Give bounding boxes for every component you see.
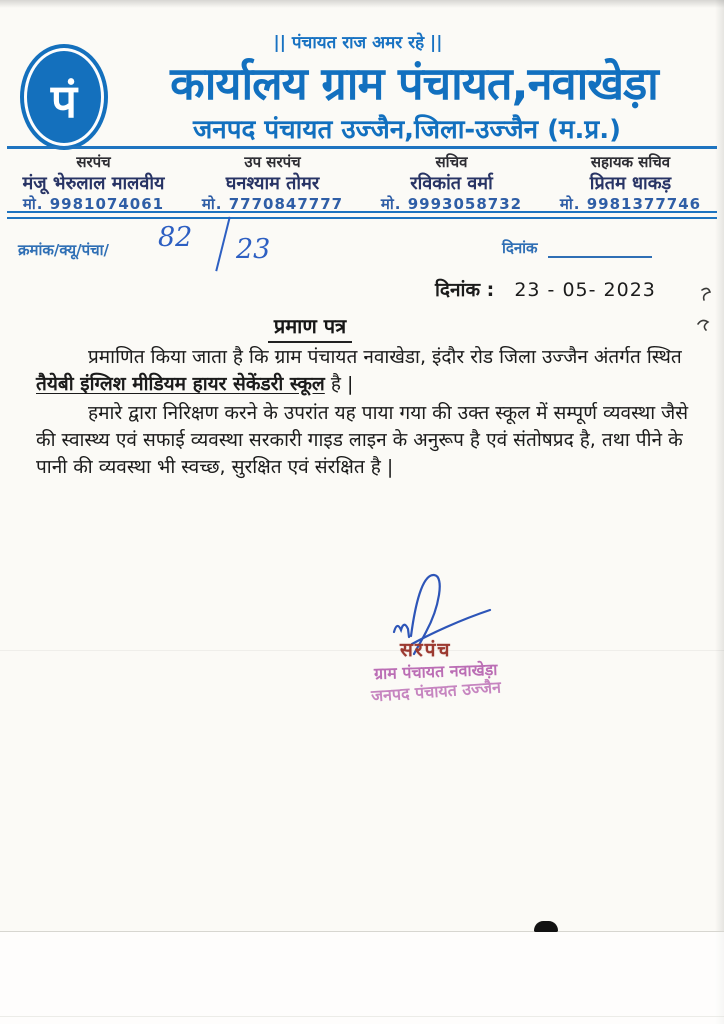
official-role: उप सरपंच [244, 153, 301, 171]
paper-crease [0, 650, 724, 651]
serial-slash-stroke [215, 217, 230, 272]
typed-date [435, 276, 656, 302]
para1-post: है | [324, 373, 354, 395]
para1-pre: प्रमाणित किया जाता है कि ग्राम पंचायत नवाखेडा, इंदौर रोड जिला उज्जैन अंतर्गत स्थित [88, 346, 682, 368]
date-blank-line [548, 256, 652, 258]
stamp-line1: ग्राम पंचायत नवाखेड़ा [373, 659, 498, 684]
official-name: मंजू भेरुलाल मालवीय [22, 173, 165, 194]
ink-blot [534, 921, 558, 932]
scan-line-bottom [0, 931, 724, 932]
official-name: प्रितम धाकड़ [589, 173, 672, 194]
officials-strip [4, 152, 720, 215]
serial-label: क्रमांक/क्यू/पंचा/ [18, 241, 109, 259]
heading-wrap [0, 312, 620, 343]
official-role: सरपंच [76, 153, 111, 171]
typed-date-label: दिनांक : [435, 279, 495, 301]
scan-bottom-strip [0, 932, 724, 1024]
logo-glyph: पं [50, 74, 78, 128]
panchayat-logo-icon [20, 44, 108, 150]
typed-date-value: 23 - 05- 2023 [514, 279, 656, 301]
scan-top-edge [0, 0, 724, 8]
office-subtitle: जनपद पंचायत उज्जैन,जिला-उज्जैन (म.प्र.) [193, 115, 621, 145]
official-sahayak-sachiv [541, 152, 720, 215]
stamp-line2: जनपद पंचायत उज्जैन [370, 677, 502, 706]
serial-number-handwritten: 82 [158, 222, 193, 253]
officials-rule [7, 211, 717, 219]
school-name: तैयेबी इंग्लिश मीडियम हायर सेकेंडरी स्कूल [36, 373, 325, 395]
official-up-sarpanch [183, 152, 362, 215]
official-phone: मो. 9993058732 [380, 195, 523, 213]
serial-year-handwritten: 23 [236, 234, 271, 265]
date-blank-label: दिनांक [502, 239, 538, 257]
official-role: सहायक सचिव [590, 153, 671, 171]
official-sarpanch [4, 152, 183, 215]
stray-pen-marks [692, 284, 716, 344]
header-rule [7, 146, 717, 149]
official-role: सचिव [435, 153, 468, 171]
official-phone: मो. 9981377746 [559, 195, 702, 213]
certificate-heading: प्रमाण पत्र [268, 312, 352, 343]
official-phone: मो. 9981074061 [22, 195, 165, 213]
office-title: कार्यालय ग्राम पंचायत,नवाखेड़ा [170, 57, 658, 110]
header-slogan: || पंचायत राज अमर रहे || [273, 33, 443, 53]
official-sachiv [362, 152, 541, 215]
scan-line-footer [0, 1016, 724, 1017]
official-name: रविकांत वर्मा [410, 173, 493, 194]
certificate-paragraph-2: हमारे द्वारा निरिक्षण करने के उपरांत यह पाया गया की उक्त स्कूल में सम्पूर्ण व्यवस्था जैसे की स्वास्थ्य एवं सफाई व्यवस्था सरकारी गाइड लाइन के अनुरूप है एवं संतोषप्रद है, तथा पीने के पानी की व्यवस्था भी स्वच्छ, सुरक्षित एवं संरक्षित है | [36, 402, 689, 478]
official-phone: मो. 7770847777 [201, 195, 344, 213]
certificate-paragraph-1 [36, 344, 690, 398]
stamp-role: सरपंच [400, 639, 452, 661]
official-name: घनश्याम तोमर [225, 173, 320, 194]
